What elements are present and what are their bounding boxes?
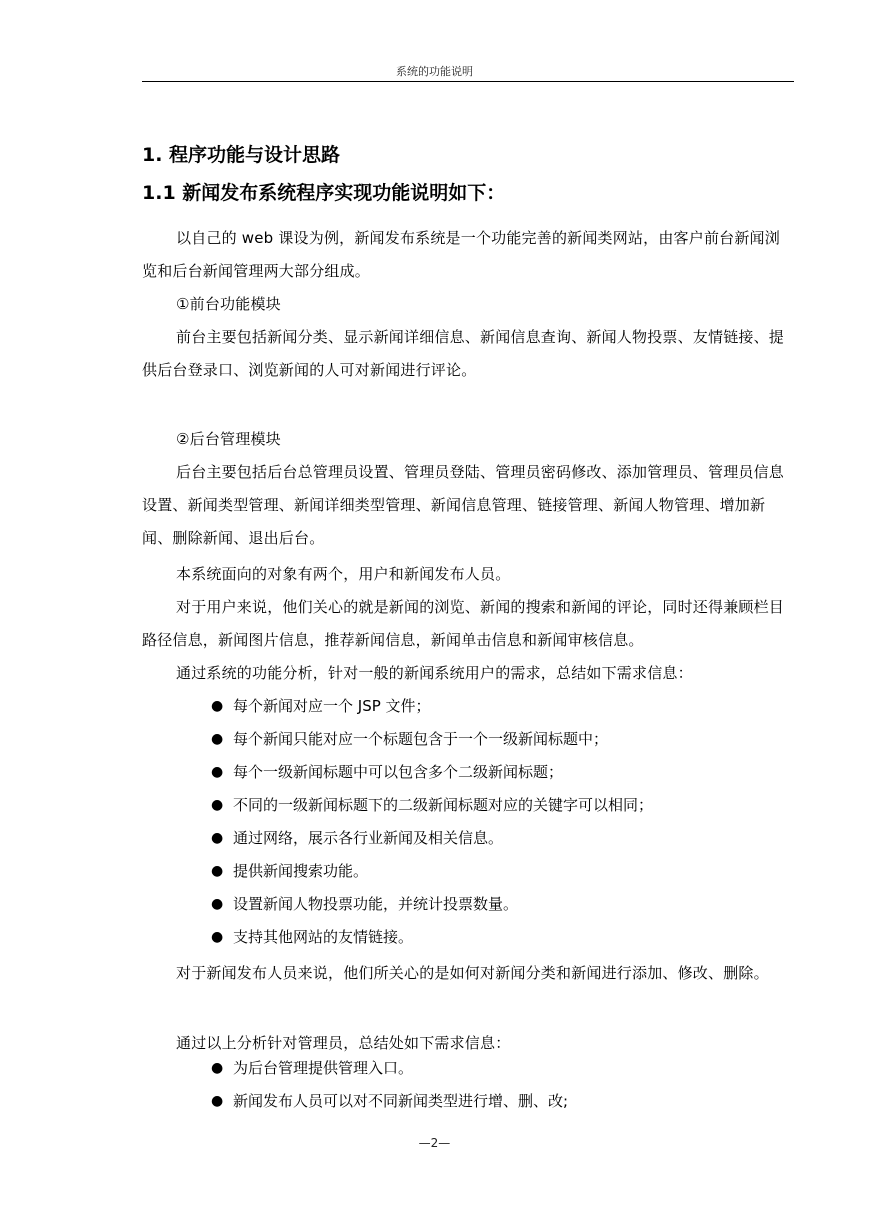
list-item: ● 支持其他网站的友情链接。: [211, 921, 653, 954]
subsection-heading: 1.1 新闻发布系统程序实现功能说明如下：: [142, 182, 506, 204]
users-paragraph: 对于用户来说，他们关心的就是新闻的浏览、新闻的搜索和新闻的评论，同时还得兼顾栏目路径信息，新闻图片信息，推荐新闻信息，新闻单击信息和新闻审核信息。: [142, 598, 785, 649]
intro-paragraph: 以自己的 web 课设为例，新闻发布系统是一个功能完善的新闻类网站，由客户前台新闻浏览和后台新闻管理两大部分组成。: [142, 229, 780, 280]
front-module-title: ①前台功能模块: [176, 295, 281, 313]
list-item: ● 不同的一级新闻标题下的二级新闻标题对应的关键字可以相同；: [211, 789, 653, 822]
analysis-paragraph: 通过系统的功能分析，针对一般的新闻系统用户的需求，总结如下需求信息：: [176, 664, 693, 682]
back-module-title: ②后台管理模块: [176, 430, 281, 448]
list-item: ● 每个一级新闻标题中可以包含多个二级新闻标题；: [211, 756, 653, 789]
admin-paragraph: 通过以上分析针对管理员，总结处如下需求信息：: [176, 1034, 511, 1052]
page-header: 系统的功能说明: [396, 65, 473, 78]
header-rule: [142, 81, 794, 82]
list-item: ● 通过网络，展示各行业新闻及相关信息。: [211, 822, 653, 855]
list-item: ● 设置新闻人物投票功能，并统计投票数量。: [211, 888, 653, 921]
objects-paragraph: 本系统面向的对象有两个，用户和新闻发布人员。: [176, 565, 511, 583]
back-module-description: 后台主要包括后台总管理员设置、管理员登陆、管理员密码修改、添加管理员、管理员信息设置、新闻类型管理、新闻详细类型管理、新闻信息管理、链接管理、新闻人物管理、增加新闻、删除新闻、退出后台。: [142, 463, 785, 547]
page-number: —2—: [418, 1136, 451, 1150]
publishers-paragraph: 对于新闻发布人员来说，他们所关心的是如何对新闻分类和新闻进行添加、修改、删除。: [176, 964, 769, 982]
admin-requirements-list: [211, 1052, 568, 1118]
list-item: ● 新闻发布人员可以对不同新闻类型进行增、删、改;: [211, 1085, 568, 1118]
front-module-description: 前台主要包括新闻分类、显示新闻详细信息、新闻信息查询、新闻人物投票、友情链接、提供后台登录口、浏览新闻的人可对新闻进行评论。: [142, 328, 785, 379]
list-item: ● 每个新闻只能对应一个标题包含于一个一级新闻标题中；: [211, 723, 653, 756]
list-item: ● 为后台管理提供管理入口。: [211, 1052, 568, 1085]
list-item: ● 每个新闻对应一个 JSP 文件；: [211, 690, 653, 723]
user-requirements-list: [211, 690, 653, 954]
list-item: ● 提供新闻搜索功能。: [211, 855, 653, 888]
section-heading: 1. 程序功能与设计思路: [142, 144, 341, 166]
